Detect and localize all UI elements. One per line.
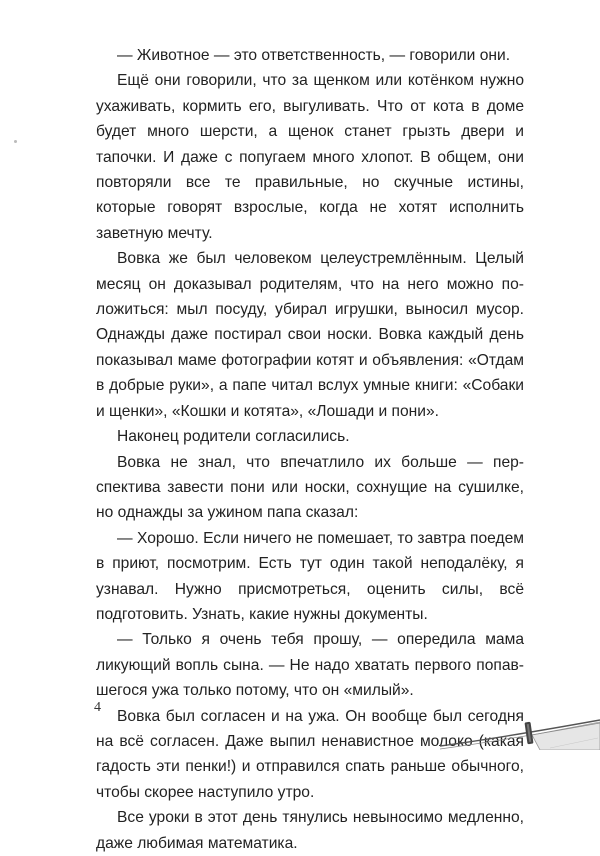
paragraph-3: Вовка же был человеком целеустремлённым. Целый месяц он доказывал родителям, что на него можно положиться: мыл посуду, убирал игрушки, выносил мусор. Однажды даже постирал свои носки. Вовка каждый день показывал маме фотографии котят и объявления: «Отдам в добрые руки», а папе читал вслух умные книги: «Собаки и щенки», «Кошки и котята», «Лошади и пони». [96,250,524,420]
paragraph-1: — Животное — это ответственность, — говорили они. [117,47,511,64]
paragraph-8: Вовка был согласен и на ужа. Он вообще был сегодня на всё согласен. Даже выпил ненавистное молоко (какая гадость эти пенки!) и отправился спать раньше обычного, чтобы скорее наступило утро. [96,707,524,801]
paragraph-2: Ещё они говорили, что за щенком или котёнком нужно ухаживать, кормить его, выгуливать. Что от кота в доме будет много шерсти, а щенок станет грызть двери и тапочки. И даже с попугаем много хлопот. В общем, они повторяли все те правильные, но скучные истины, которые говорят взрослые, когда не хотят исполнить заветную мечту. [96,72,524,242]
margin-speck [14,140,17,143]
paragraph-5: Вовка не знал, что впечатлило их больше — перспектива завести пони или носки, сохнущие на сушилке, но однажды за ужином папа сказал: [96,453,524,522]
page-number: 4 [94,700,101,715]
paragraph-4: Наконец родители согласились. [117,428,350,446]
paragraph-9: Все уроки в этот день тянулись невыносимо медленно, даже любимая математика. [96,809,524,852]
paragraph-6: — Хорошо. Если ничего не помешает, то завтра поедем в приют, посмотрим. Есть тут один такой неподалёку, я узнавал. Нужно присмотреться, оценить силы, всё подготовить. Узнать, какие нужны документы. [96,529,524,623]
paragraph-7: — Только я очень тебя прошу, — опередила мама ликующий вопль сына. — Не надо хватать первого попавшегося ужа только потому, что он «милый». [96,631,524,700]
clothesline-illustration [440,660,600,750]
